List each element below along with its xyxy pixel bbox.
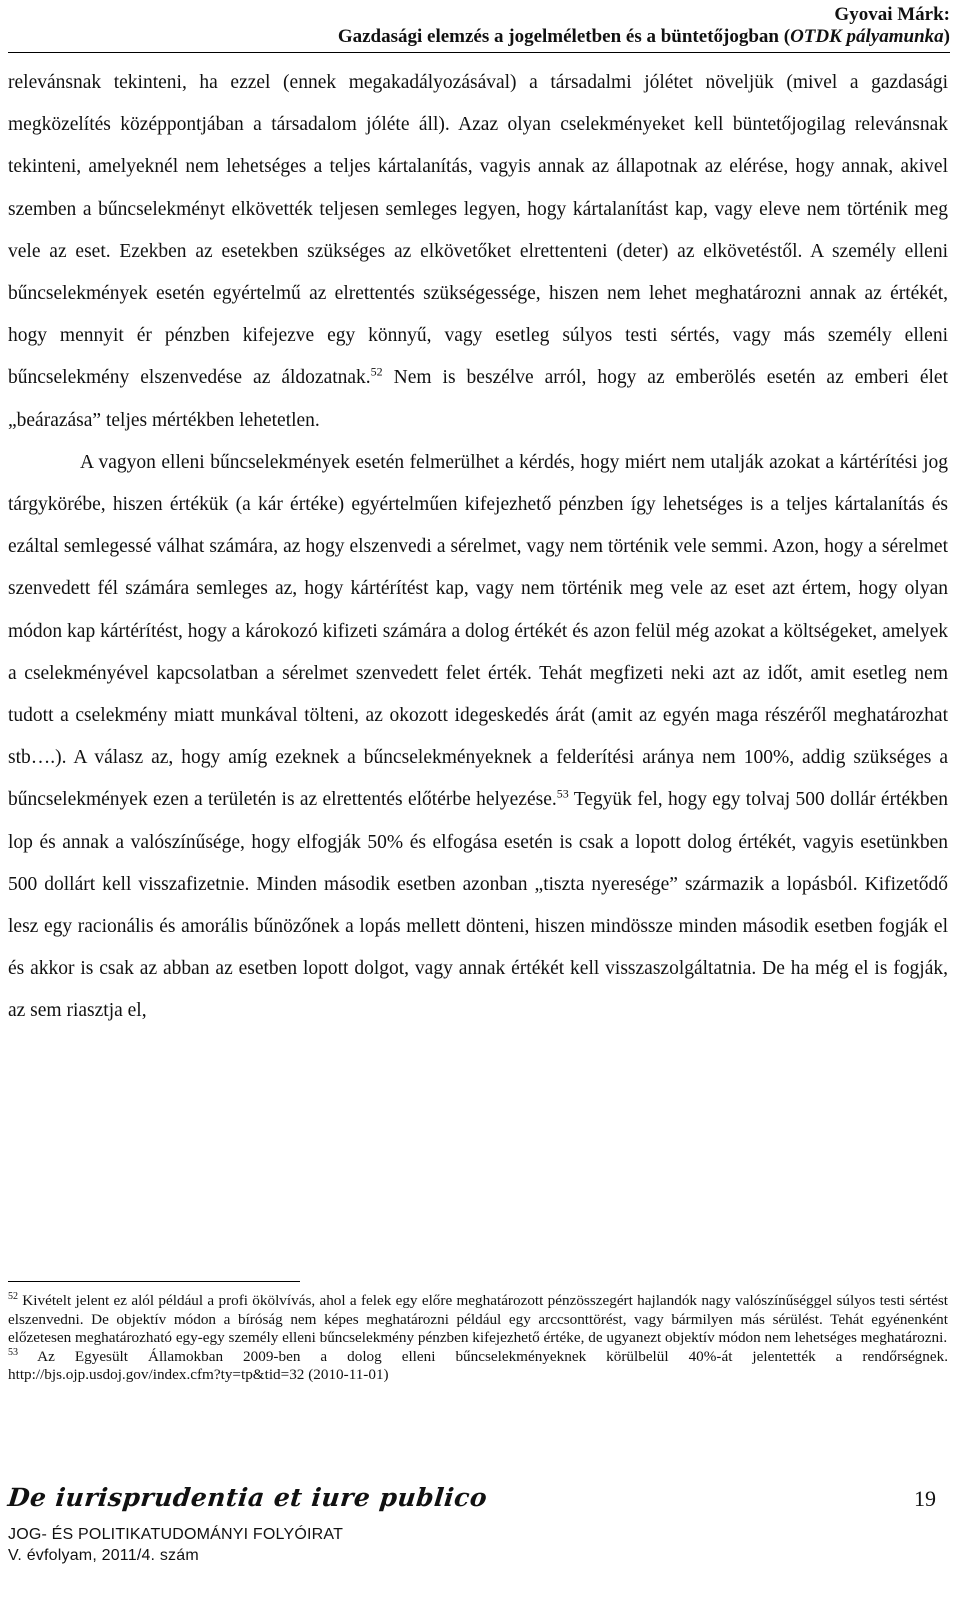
footnote-number: 53: [8, 1346, 18, 1358]
header-title-main: Gazdasági elemzés a jogelméletben és a büntetőjogban (: [337, 26, 791, 47]
footnote-ref-52[interactable]: 52: [370, 364, 383, 379]
paragraph-1-text: relevánsnak tekinteni, ha ezzel (ennek megakadályozásával) a társadalmi jólétet növeljük (mivel a gazdasági megközelítés középpontjában a társadalom jóléte áll). Azaz olyan cselekményeket kell büntetőjogilag relevánsnak tekinteni, amelyeknél nem lehetséges a teljes kártalanítás, vagyis annak az állapotnak az elérése, hogy annak, akivel szemben a bűncselekményt elkövették teljesen semleges legyen, hogy kártalanítást kap, vagy eleve nem történik meg vele az eset. Ezekben az esetekben szükséges az elkövetőket elrettenteni (deter) az elkövetéstől. A személy elleni bűncselekmények esetén egyértelmű az elrettentés szükségessége, hiszen nem lehet meghatározni annak az értékét, hogy mennyit ér pénzben kifejezve egy könnyű, vagy esetleg súlyos testi sértés, vagy más személy elleni bűncselekmény elszenvedése az áldozatnak.: [8, 72, 948, 389]
footnote-ref-53[interactable]: 53: [556, 786, 569, 801]
footnote-number: 52: [8, 1290, 18, 1302]
journal-subtitle: [8, 1524, 343, 1566]
journal-subtitle-line: JOG- ÉS POLITIKATUDOMÁNYI FOLYÓIRAT: [8, 1526, 344, 1543]
page-number: 19: [914, 1486, 936, 1511]
body-text: [8, 62, 948, 1033]
header-divider: [8, 52, 950, 53]
paragraph-2-continuation: Tegyük fel, hogy egy tolvaj 500 dollár értékben lop és annak a valószínűsége, hogy elfogják 50% és elfogása esetén is csak a lopott dolog értékét, vagyis esetünkben 500 dollárt kell visszafizetnie. Minden második esetben azonban „tiszta nyeresége” származik a lopásból. Kifizetődő lesz egy racionális és amorális bűnözőnek a lopás mellett dönteni, hiszen mindössze minden második esetben fogják el és akkor is csak az abban az esetben lopott dolgot, vagy annak értékét kell visszaszolgáltatnia. De ha még el is fogják, az sem riasztja el,: [8, 789, 949, 1022]
paragraph-2: [8, 442, 948, 1033]
paragraph-2-text: A vagyon elleni bűncselekmények esetén felmerülhet a kérdés, hogy miért nem utalják azokat a kártérítési jog tárgykörébe, hiszen értékük (a kár értéke) egyértelműen kifejezhető pénzben így lehetséges is a teljes kártalanítás és ezáltal semlegessé válhat számára, az hogy elszenvedi a sérelmet, vagy nem történik vele semmi. Azon, hogy a sérelmet szenvedett fél számára semleges az, hogy kártérítést kap, vagy nem történik meg vele az eset azt értem, hogy olyan módon kap kártérítést, hogy a károkozó kifizeti számára a dolog értékét és azon felül még azokat a költségeket, amelyek a cselekményével kapcsolatban a sérelmet szenvedett felet érték. Tehát megfizeti neki azt az időt, amit esetleg nem tudott a cselekmény miatt munkával tölteni, az okozott idegeskedés árát (amit az egyén maga részéről meghatározhat stb….). A válasz az, hogy amíg ezeknek a bűncselekményeknek a felderítési aránya nem 100%, addig szükséges a bűncselekmények ezen a területén is az elrettentés előtérbe helyezése.: [8, 451, 948, 811]
journal-logo-text: De iurisprudentia et iure publico: [6, 1483, 489, 1512]
paragraph-1-continuation: Nem is beszélve arról, hogy az emberölés esetén az emberi élet „beárazása” teljes mértékben lehetetlen.: [8, 367, 948, 431]
header-title-end: ): [943, 26, 950, 47]
journal-volume: V. évfolyam, 2011/4. szám: [8, 1547, 199, 1564]
footnotes: [8, 1292, 948, 1385]
footnote-text: Kivételt jelent ez alól például a profi ökölvívás, ahol a felek egy előre meghatározott pénzösszegért hajlandók nagy valószínűséggel súlyos testi sértést elszenvedni. De objektív módon a bíróság nem képes meghatározni például egy arccsonttörést, vagy bármilyen más sérülést. Tehát egyénenként előzetesen meghatározható egy-egy személy elleni bűncselekmény pénzben kifejezhető értéke, de ugyanezt objektív módon nem lehetséges meghatározni.: [8, 1292, 948, 1347]
footnote-53: [8, 1348, 948, 1385]
paragraph-1: [8, 62, 948, 442]
header-title-italic: OTDK pályamunka: [790, 26, 944, 47]
header-author: Gyovai Márk:: [834, 4, 950, 25]
footnote-divider: [8, 1281, 300, 1282]
page-header: [8, 4, 950, 48]
footnote-52: [8, 1292, 948, 1348]
footnote-text: Az Egyesült Államokban 2009-ben a dolog elleni bűncselekményeknek körülbelül 40%-át jelentették a rendőrségnek. http://bjs.ojp.usdoj.gov/index.cfm?ty=tp&tid=32 (2010-11-01): [8, 1347, 948, 1384]
header-title: [8, 26, 950, 48]
